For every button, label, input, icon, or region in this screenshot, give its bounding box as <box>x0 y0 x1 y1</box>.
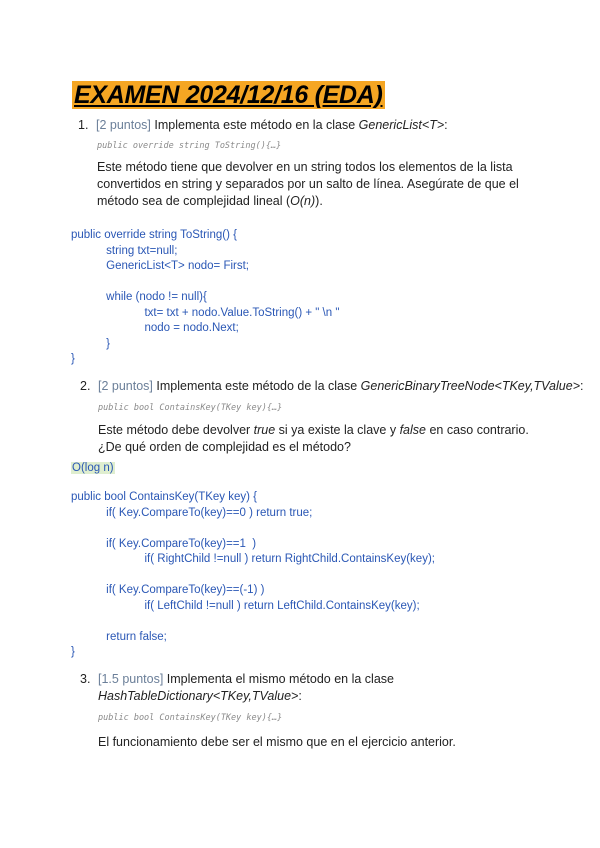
code-line: while (nodo != null){ <box>71 291 207 303</box>
question-2-signature: public bool ContainsKey(TKey key){…} <box>98 403 283 413</box>
question-3-signature: public bool ContainsKey(TKey key){…} <box>98 713 283 723</box>
code-line: public override string ToString() { <box>71 229 237 241</box>
code-line <box>71 614 435 630</box>
question-2-code <box>71 490 435 661</box>
question-3-number: 3. <box>80 672 91 686</box>
code-line: if( Key.CompareTo(key)==(-1) ) <box>71 584 265 596</box>
code-line: } <box>71 337 110 350</box>
code-line: string txt=null; <box>71 244 178 257</box>
question-2-heading: [2 puntos] Implementa este método de la clase GenericBinaryTreeNode<TKey,TValue>: <box>98 379 584 393</box>
question-1-code <box>71 228 339 368</box>
question-3-heading: [1.5 puntos] Implementa el mismo método en la clase <box>98 672 394 686</box>
code-line: } <box>71 353 75 365</box>
code-line <box>71 568 435 584</box>
code-line: if( Key.CompareTo(key)==1 ) <box>71 537 257 550</box>
code-line: if( LeftChild !=null ) return LeftChild.ContainsKey(key); <box>71 599 420 612</box>
question-2-points: [2 puntos] <box>98 379 153 393</box>
code-line: if( Key.CompareTo(key)==0 ) return true; <box>71 506 313 519</box>
question-2-number: 2. <box>80 379 91 393</box>
question-2-class: GenericBinaryTreeNode<TKey,TValue> <box>360 379 580 393</box>
question-2-answer: O(log n) <box>72 462 114 474</box>
code-line: GenericList<T> nodo= First; <box>71 260 250 272</box>
code-line: } <box>71 646 75 658</box>
question-3-class: HashTableDictionary<TKey,TValue> <box>98 689 299 703</box>
question-2-description: Este método debe devolver true si ya existe la clave y false en caso contrario. ¿De qué orden de complejidad es el método? <box>98 423 529 454</box>
code-line <box>71 275 339 291</box>
question-1-signature: public override string ToString(){…} <box>97 141 282 151</box>
question-1-class: GenericList<T> <box>358 118 445 132</box>
code-line: public bool ContainsKey(TKey key) { <box>71 491 258 503</box>
code-line: if( RightChild !=null ) return RightChild.ContainsKey(key); <box>71 553 435 565</box>
code-line: txt= txt + nodo.Value.ToString() + " \n " <box>71 306 340 319</box>
question-1-number: 1. <box>78 118 89 132</box>
question-1-description: Este método tiene que devolver en un string todos los elementos de la lista convertidos en string y separados por un salto de línea. Asegúrate de que el método sea de complejidad lineal (O(n)). <box>97 160 519 208</box>
exam-title: EXAMEN 2024/12/16 (EDA) <box>74 81 383 109</box>
question-1-points: [2 puntos] <box>96 118 151 132</box>
question-3-class-line: HashTableDictionary<TKey,TValue>: <box>98 689 302 703</box>
code-line: return false; <box>71 630 167 643</box>
question-3-description: El funcionamiento debe ser el mismo que en el ejercicio anterior. <box>98 735 456 749</box>
question-1-heading: [2 puntos] Implementa este método en la clase GenericList<T>: <box>96 118 448 132</box>
code-line: nodo = nodo.Next; <box>71 322 239 334</box>
code-line <box>71 521 435 537</box>
question-3-points: [1.5 puntos] <box>98 672 164 686</box>
